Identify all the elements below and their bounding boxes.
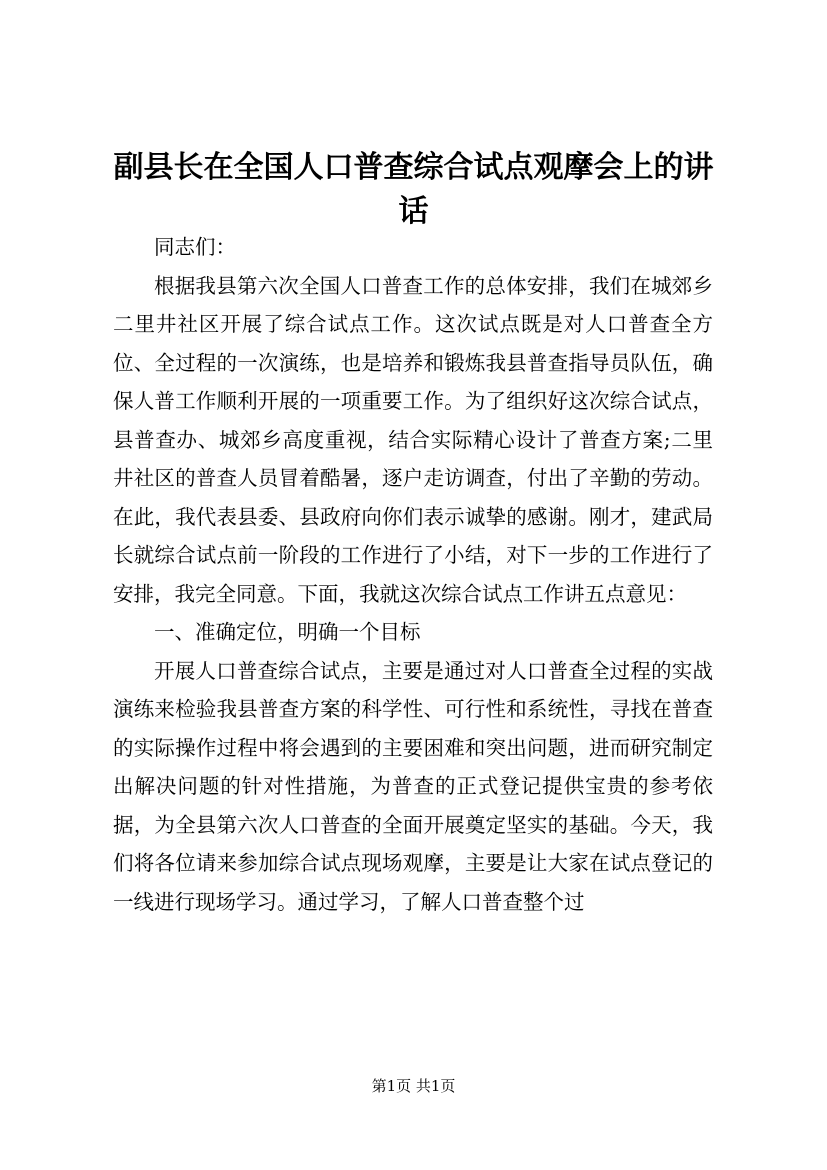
section-heading: 一、准确定位，明确一个目标: [154, 620, 421, 644]
document-body: [113, 228, 713, 921]
body-paragraph: 根据我县第六次全国人口普查工作的总体安排，我们在城郊乡二里井社区开展了综合试点工作。这次试点既是对人口普查全方位、全过程的一次演练，也是培养和锻炼我县普查指导员队伍，确保人普工作顺利开展的一项重要工作。为了组织好这次综合试点，县普查办、城郊乡高度重视，结合实际精心设计了普查方案;二里井社区的普查人员冒着酷暑，逐户走访调查，付出了辛勤的劳动。在此，我代表县委、县政府向你们表示诚挚的感谢。刚才，建武局长就综合试点前一阶段的工作进行了小结，对下一步的工作进行了安排，我完全同意。下面，我就这次综合试点工作讲五点意见：: [113, 273, 713, 606]
body-paragraph: 开展人口普查综合试点，主要是通过对人口普查全过程的实战演练来检验我县普查方案的科学性、可行性和系统性，寻找在普查的实际操作过程中将会遇到的主要困难和突出问题，进而研究制定出解决问题的针对性措施，为普查的正式登记提供宝贵的参考依据，为全县第六次人口普查的全面开展奠定坚实的基础。今天，我们将各位请来参加综合试点现场观摩，主要是让大家在试点登记的一线进行现场学习。通过学习，了解人口普查整个过: [113, 658, 713, 914]
document-title: 副县长在全国人口普查综合试点观摩会上的讲话: [113, 150, 714, 229]
salutation-paragraph: 同志们：: [154, 235, 236, 259]
page-footer: 第1页 共1页: [371, 1077, 456, 1095]
